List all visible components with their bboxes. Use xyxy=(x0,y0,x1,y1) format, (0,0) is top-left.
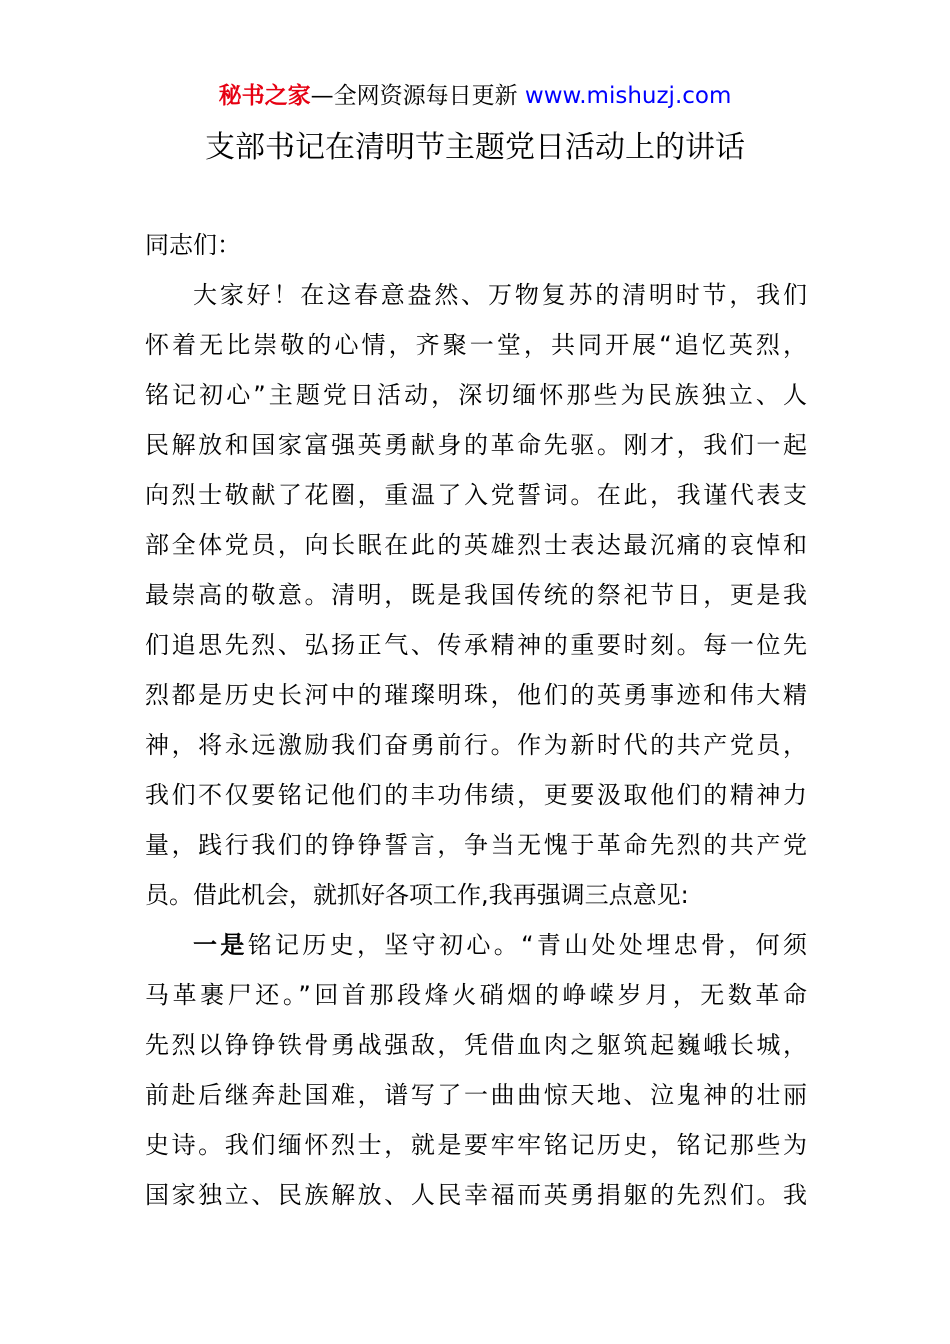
document-body xyxy=(145,220,807,1220)
paragraph-line: 部全体党员，向长眠在此的英雄烈士表达最沉痛的哀悼和 xyxy=(145,531,807,559)
paragraph-line: 大家好！在这春意盎然、万物复苏的清明时节，我们 xyxy=(193,281,807,309)
site-header xyxy=(0,80,950,112)
point-one-first-line xyxy=(145,920,807,970)
paragraph-line: 向烈士敬献了花圈，重温了入党誓词。在此，我谨代表支 xyxy=(145,481,807,509)
paragraph-line: 铭记初心”主题党日活动，深切缅怀那些为民族独立、人 xyxy=(145,381,807,409)
paragraph-line: 怀着无比崇敬的心情，齐聚一堂，共同开展“追忆英烈， xyxy=(145,331,807,359)
paragraph-line: 烈都是历史长河中的璀璨明珠，他们的英勇事迹和伟大精 xyxy=(145,681,807,709)
header-tagline: —全网资源每日更新 xyxy=(310,83,525,109)
paragraph-line: 先烈以铮铮铁骨勇战强敌，凭借血肉之躯筑起巍峨长城， xyxy=(145,1031,807,1059)
salutation: 同志们： xyxy=(145,231,241,259)
paragraph-line: 民解放和国家富强英勇献身的革命先驱。刚才，我们一起 xyxy=(145,431,807,459)
paragraph-line: 史诗。我们缅怀烈士，就是要牢牢铭记历史，铭记那些为 xyxy=(145,1131,807,1159)
point-one-label: 一是 xyxy=(193,931,248,959)
paragraph-line: 员。借此机会，就抓好各项工作,我再强调三点意见: xyxy=(145,881,689,909)
paragraph-line: 神，将永远激励我们奋勇前行。作为新时代的共产党员， xyxy=(145,731,807,759)
document-title: 支部书记在清明节主题党日活动上的讲话 xyxy=(205,130,745,165)
paragraph-line: 马革裹尸还。”回首那段烽火硝烟的峥嵘岁月，无数革命 xyxy=(145,981,807,1009)
paragraph-line: 最崇高的敬意。清明，既是我国传统的祭祀节日，更是我 xyxy=(145,581,807,609)
point-one-heading-text: 铭记历史，坚守初心。“青山处处埋忠骨，何须 xyxy=(247,931,807,959)
paragraph-line: 们追思先烈、弘扬正气、传承精神的重要时刻。每一位先 xyxy=(145,631,807,659)
brand-name: 秘书之家 xyxy=(218,83,311,109)
paragraph-line: 我们不仅要铭记他们的丰功伟绩，更要汲取他们的精神力 xyxy=(145,781,807,809)
paragraph-line: 国家独立、民族解放、人民幸福而英勇捐躯的先烈们。我 xyxy=(145,1181,807,1209)
paragraph-line: 量，践行我们的铮铮誓言，争当无愧于革命先烈的共产党 xyxy=(145,831,807,859)
site-url-link[interactable]: www.mishuzj.com xyxy=(524,83,732,109)
paragraph-line: 前赴后继奔赴国难，谱写了一曲曲惊天地、泣鬼神的壮丽 xyxy=(145,1081,807,1109)
